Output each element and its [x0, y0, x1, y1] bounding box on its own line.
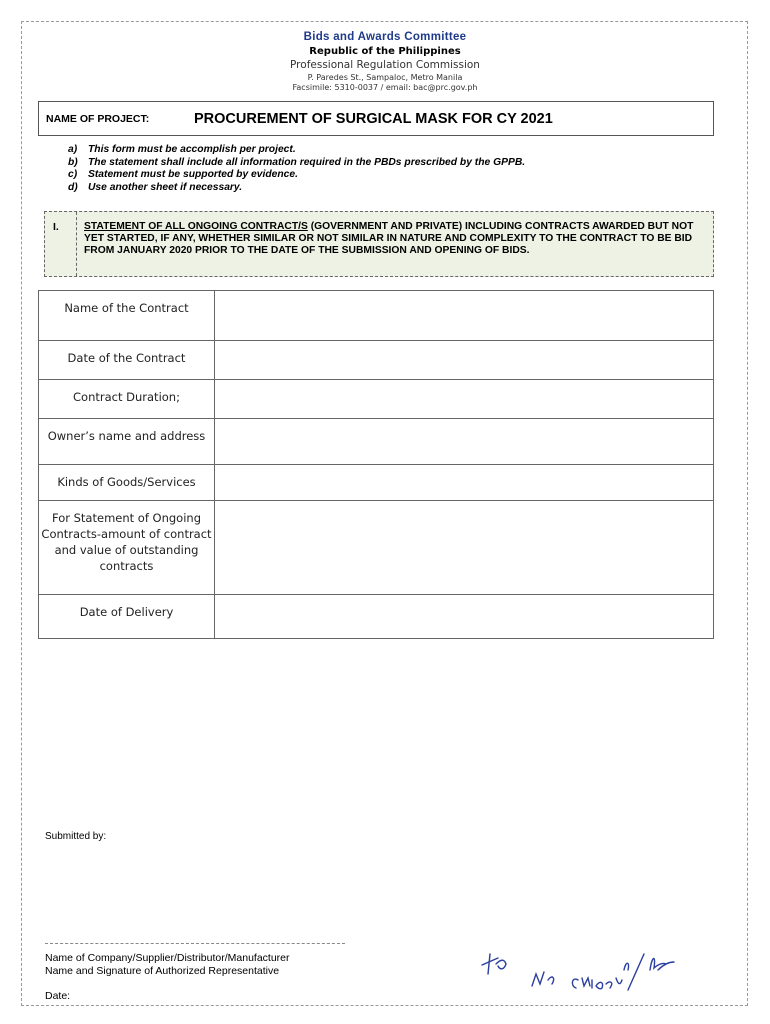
project-name-box: [38, 101, 714, 136]
row-label-delivery-date: Date of Delivery: [39, 595, 215, 639]
row-label-owner: Owner’s name and address: [39, 419, 215, 465]
commission-line: Professional Regulation Commission: [290, 59, 480, 71]
instruction-text: Statement must be supported by evidence.: [88, 169, 298, 180]
table-row: [39, 291, 714, 341]
row-label-contract-duration: Contract Duration;: [39, 380, 215, 419]
section-title-underlined: STATEMENT OF ALL ONGOING CONTRACT/S: [84, 221, 308, 232]
submitted-by-label: Submitted by:: [45, 831, 107, 842]
instruction-item: [68, 157, 525, 170]
instruction-letter: b): [68, 156, 78, 168]
section-title: [84, 221, 696, 257]
instruction-text: This form must be accomplish per project.: [88, 144, 296, 155]
row-label-goods-services: Kinds of Goods/Services: [39, 465, 215, 501]
row-label-contract-date: Date of the Contract: [39, 341, 215, 380]
project-value[interactable]: PROCUREMENT OF SURGICAL MASK FOR CY 2021: [194, 111, 553, 127]
table-row: [39, 595, 714, 639]
representative-line-label: Name and Signature of Authorized Representative: [45, 965, 280, 977]
delivery-date-field[interactable]: [215, 595, 714, 639]
contact-line: Facsimile: 5310-0037 / email: bac@prc.gov.ph: [292, 83, 478, 92]
address-line: P. Paredes St., Sampaloc, Metro Manila: [307, 73, 463, 82]
table-row: [39, 501, 714, 595]
instruction-item: [68, 182, 525, 195]
committee-title: Bids and Awards Committee: [303, 31, 467, 43]
contract-duration-field[interactable]: [215, 380, 714, 419]
table-row: [39, 380, 714, 419]
section-title-rest: (GOVERNMENT AND PRIVATE) INCLUDING CONTRACTS AWARDED BUT NOT YET STARTED, IF ANY, WHETHER SIMILAR OR NOT SIMILAR IN NATURE AND COMPLEXITY TO THE CONTRACT TO BE BID FROM JANUARY 2020 PRIOR TO THE DATE OF THE SUBMISSION AND OPENING OF BIDS.: [84, 221, 694, 256]
table-row: [39, 419, 714, 465]
instruction-letter: d): [68, 181, 78, 193]
contract-table: [38, 290, 714, 639]
instruction-letter: a): [68, 144, 78, 155]
instruction-item: [68, 144, 525, 157]
contract-date-field[interactable]: [215, 341, 714, 380]
table-row: [39, 341, 714, 380]
project-label: NAME OF PROJECT:: [46, 113, 150, 125]
handwritten-initials: [470, 940, 690, 1000]
ongoing-contracts-field[interactable]: [215, 501, 714, 595]
section-heading-box: [44, 211, 714, 277]
instruction-item: [68, 169, 525, 182]
section-number: I.: [53, 221, 59, 233]
section-divider: [76, 212, 77, 276]
table-row: [39, 465, 714, 501]
owner-field[interactable]: [215, 419, 714, 465]
company-line-label: Name of Company/Supplier/Distributor/Manufacturer: [45, 952, 290, 964]
goods-services-field[interactable]: [215, 465, 714, 501]
signature-line[interactable]: [45, 943, 345, 944]
row-label-contract-name: Name of the Contract: [39, 291, 215, 341]
instruction-text: The statement shall include all information required in the PBDs prescribed by the GPPB.: [88, 156, 526, 168]
instructions-list: [68, 144, 525, 194]
row-label-ongoing-contracts: For Statement of Ongoing Contracts-amount of contract and value of outstanding contracts: [39, 501, 215, 595]
instruction-letter: c): [68, 169, 78, 180]
instruction-text: Use another sheet if necessary.: [88, 181, 243, 193]
date-label: Date:: [45, 990, 71, 1002]
republic-line: Republic of the Philippines: [309, 46, 461, 57]
contract-name-field[interactable]: [215, 291, 714, 341]
